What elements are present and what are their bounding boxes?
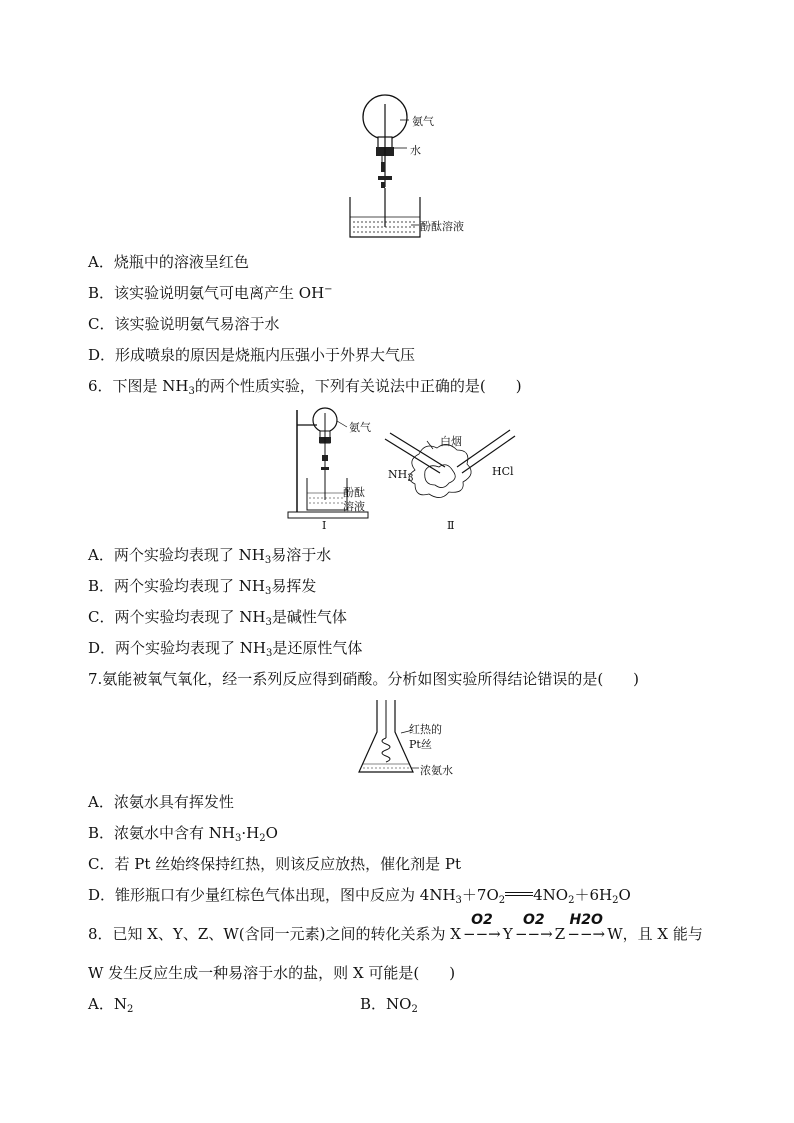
fig1-solution-label: 酚酞溶液	[420, 220, 464, 233]
q6-fig-nh3-label: $NH_3$	[388, 468, 414, 484]
q6-stem: 6．下图是 $NH_3$的两个性质实验，下列有关说法中正确的是( )	[88, 377, 522, 397]
q8-option-a: A．$N_2$	[88, 995, 134, 1015]
q6-fig-sol-label-1: 酚酞	[343, 486, 365, 499]
arrow-h2o: H2O −−→	[567, 912, 606, 943]
q7-option-a: A．浓氨水具有挥发性	[88, 793, 234, 811]
q6-fig-roman-2: Ⅱ	[447, 519, 455, 532]
q8-option-b: B．$NO_2$	[360, 995, 418, 1015]
q6-option-a: A．两个实验均表现了 $NH_3$易溶于水	[88, 546, 332, 566]
arrow-o2-1: O2 −−→	[463, 912, 501, 943]
q7-fig-hot-label-1: 红热的	[409, 723, 442, 736]
q5-option-d: D．形成喷泉的原因是烧瓶内压强小于外界大气压	[88, 346, 416, 364]
q8-stem-line-2: W 发生反应生成一种易溶于水的盐，则 X 可能是( )	[88, 964, 456, 982]
q7-fig-ammonia-label: 浓氨水	[420, 764, 453, 777]
q6-fig-roman-1: Ⅰ	[322, 519, 327, 532]
equals-sign-icon	[505, 892, 533, 896]
q5-option-c: C．该实验说明氨气易溶于水	[88, 315, 280, 333]
q7-option-d: D．锥形瓶口有少量红棕色气体出现，图中反应为 $4NH_3+7O_2$ $4NO_2+6H_2O$	[88, 886, 631, 906]
fig1-gas-label: 氨气	[412, 115, 434, 128]
q6-option-b: B．两个实验均表现了 $NH_3$易挥发	[88, 577, 317, 597]
q5-option-a: A．烧瓶中的溶液呈红色	[88, 253, 249, 271]
q6-fig-hcl-label: HCl	[492, 465, 514, 478]
q6-fig-gas-label: 氨气	[349, 421, 371, 434]
arrow-o2-2: O2 −−→	[514, 912, 553, 943]
q7-fig-hot-label-2: Pt丝	[409, 738, 432, 751]
q7-stem: 7.氨能被氧气氧化，经一系列反应得到硝酸。分析如图实验所得结论错误的是( )	[88, 670, 640, 688]
q7-option-b: B．浓氨水中含有 $NH_3\cdot H_2O$	[88, 824, 278, 844]
q6-option-d: D．两个实验均表现了 $NH_3$是还原性气体	[88, 639, 363, 659]
fig1-water-label: 水	[410, 144, 421, 157]
q6-option-c: C．两个实验均表现了 $NH_3$是碱性气体	[88, 608, 347, 628]
q6-fig-sol-label-2: 溶液	[343, 500, 365, 513]
q8-stem-line-1: 8．已知 X、Y、Z、W(含同一元素)之间的转化关系为 X O2 −−→ Y O2 −−→ Z H2O −−→ W，且 X 能与	[88, 912, 703, 943]
q6-fig-smoke-label: 白烟	[440, 435, 462, 448]
q7-option-c: C．若 Pt 丝始终保持红热，则该反应放热，催化剂是 Pt	[88, 855, 462, 873]
q5-option-b: B．该实验说明氨气可电离产生 OH−	[88, 284, 333, 302]
